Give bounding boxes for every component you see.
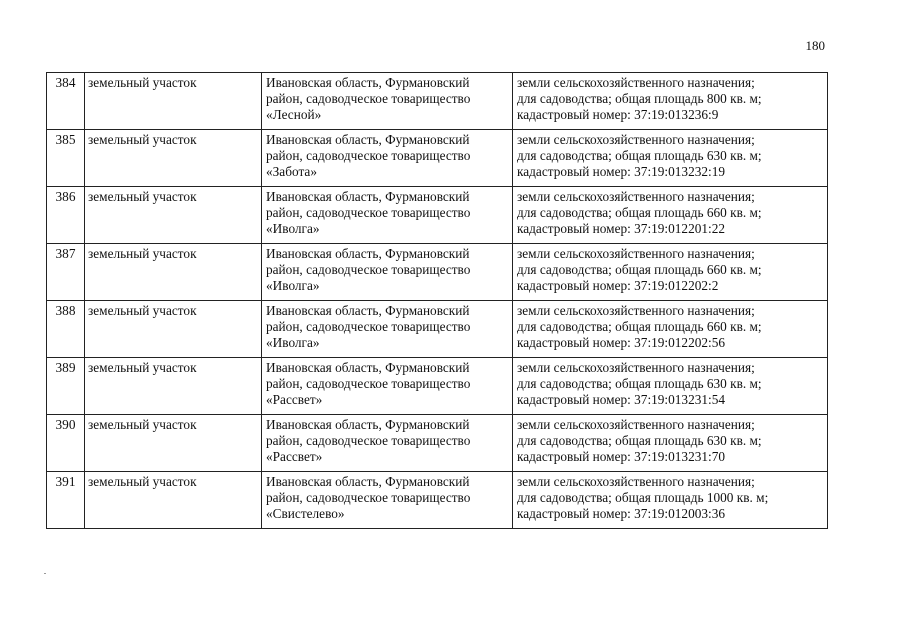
description-line: земли сельскохозяйственного назначения; [517,474,755,489]
address-line: район, садоводческое товарищество [266,376,471,391]
property-type: земельный участок [85,358,262,415]
property-address [262,301,513,358]
address-line: район, садоводческое товарищество [266,148,471,163]
table-row [47,301,828,358]
description-line: для садоводства; общая площадь 630 кв. м; [517,376,762,391]
row-number: 389 [47,358,85,415]
property-type: земельный участок [85,472,262,529]
address-line: район, садоводческое товарищество [266,433,471,448]
description-line: для садоводства; общая площадь 630 кв. м; [517,148,762,163]
property-address [262,358,513,415]
row-number: 385 [47,130,85,187]
description-line: земли сельскохозяйственного назначения; [517,360,755,375]
description-line: для садоводства; общая площадь 1000 кв. м; [517,490,769,505]
property-type: земельный участок [85,73,262,130]
property-description [513,415,828,472]
property-type: земельный участок [85,130,262,187]
property-address [262,73,513,130]
row-number: 387 [47,244,85,301]
description-line: кадастровый номер: 37:19:012201:22 [517,221,726,236]
property-description [513,358,828,415]
property-description [513,472,828,529]
address-line: «Рассвет» [266,449,323,464]
table-row [47,244,828,301]
table-row [47,358,828,415]
description-line: земли сельскохозяйственного назначения; [517,303,755,318]
description-line: кадастровый номер: 37:19:012202:56 [517,335,726,350]
description-line: кадастровый номер: 37:19:013236:9 [517,107,719,122]
description-line: для садоводства; общая площадь 660 кв. м; [517,262,762,277]
description-line: для садоводства; общая площадь 630 кв. м; [517,433,762,448]
address-line: «Свистелево» [266,506,345,521]
address-line: «Лесной» [266,107,322,122]
address-line: Ивановская область, Фурмановский [266,189,470,204]
property-address [262,244,513,301]
table-row [47,130,828,187]
page-number: 180 [805,38,825,53]
address-line: Ивановская область, Фурмановский [266,474,470,489]
row-number: 390 [47,415,85,472]
property-description [513,187,828,244]
description-line: земли сельскохозяйственного назначения; [517,132,755,147]
description-line: для садоводства; общая площадь 800 кв. м; [517,91,762,106]
description-line: кадастровый номер: 37:19:013231:54 [517,392,726,407]
property-description [513,73,828,130]
table-row [47,415,828,472]
description-line: земли сельскохозяйственного назначения; [517,246,755,261]
property-type: земельный участок [85,415,262,472]
address-line: «Иволга» [266,278,320,293]
description-line: кадастровый номер: 37:19:013231:70 [517,449,726,464]
property-registry-table [46,72,828,529]
property-description [513,301,828,358]
address-line: Ивановская область, Фурмановский [266,75,470,90]
row-number: 386 [47,187,85,244]
address-line: Ивановская область, Фурмановский [266,417,470,432]
property-type: земельный участок [85,301,262,358]
address-line: «Иволга» [266,335,320,350]
row-number: 384 [47,73,85,130]
address-line: «Иволга» [266,221,320,236]
property-description [513,130,828,187]
address-line: район, садоводческое товарищество [266,490,471,505]
description-line: кадастровый номер: 37:19:013232:19 [517,164,726,179]
scan-artifact [44,573,46,574]
table-row [47,73,828,130]
address-line: район, садоводческое товарищество [266,319,471,334]
description-line: земли сельскохозяйственного назначения; [517,189,755,204]
description-line: кадастровый номер: 37:19:012202:2 [517,278,719,293]
address-line: Ивановская область, Фурмановский [266,360,470,375]
address-line: район, садоводческое товарищество [266,262,471,277]
description-line: для садоводства; общая площадь 660 кв. м; [517,319,762,334]
address-line: район, садоводческое товарищество [266,91,471,106]
address-line: «Забота» [266,164,317,179]
property-description [513,244,828,301]
table-row [47,187,828,244]
description-line: кадастровый номер: 37:19:012003:36 [517,506,726,521]
address-line: Ивановская область, Фурмановский [266,303,470,318]
description-line: земли сельскохозяйственного назначения; [517,417,755,432]
property-address [262,130,513,187]
table-row [47,472,828,529]
address-line: Ивановская область, Фурмановский [266,132,470,147]
property-type: земельный участок [85,187,262,244]
property-address [262,472,513,529]
row-number: 388 [47,301,85,358]
address-line: Ивановская область, Фурмановский [266,246,470,261]
address-line: «Рассвет» [266,392,323,407]
address-line: район, садоводческое товарищество [266,205,471,220]
property-address [262,415,513,472]
property-address [262,187,513,244]
description-line: для садоводства; общая площадь 660 кв. м; [517,205,762,220]
description-line: земли сельскохозяйственного назначения; [517,75,755,90]
property-type: земельный участок [85,244,262,301]
row-number: 391 [47,472,85,529]
